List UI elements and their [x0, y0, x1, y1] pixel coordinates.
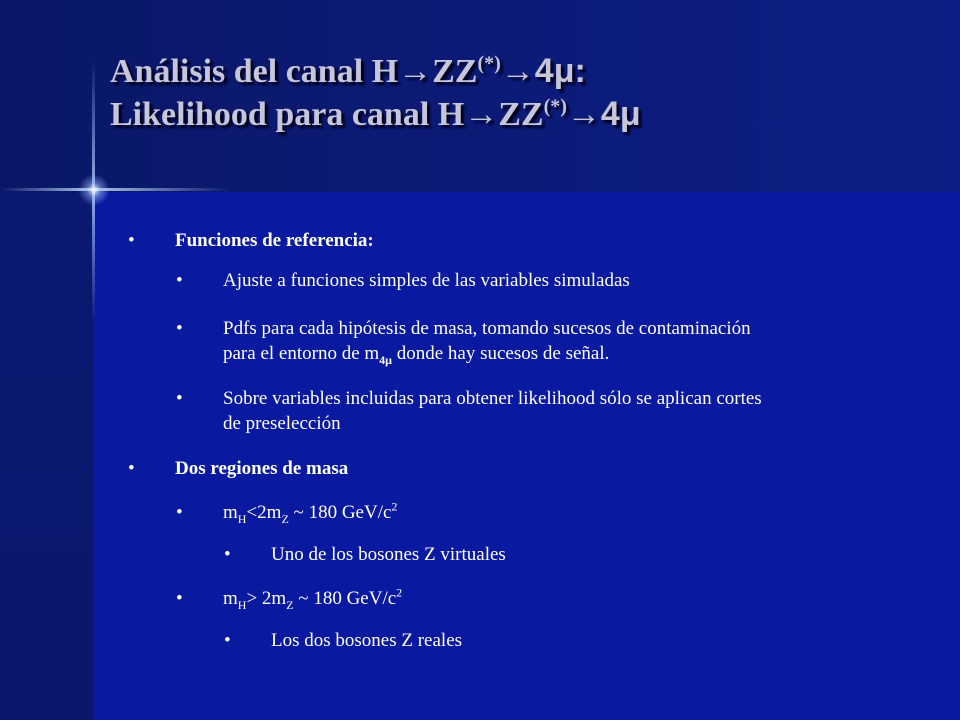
- bullet-marker: •: [128, 458, 135, 479]
- bullet-mh-menor: $m_H<2m_Z$ ~ 180 GeV/$c^2$: [223, 499, 398, 526]
- bullet-z-virtuales: Uno de los bosones Z virtuales: [271, 544, 506, 565]
- bullet-dos-regiones: Dos regiones de masa: [175, 458, 349, 479]
- bullet-marker: •: [224, 630, 231, 651]
- bullet-sobre-variables-line-1: Sobre variables incluidas para obtener likelihood sólo se aplican cortes: [223, 388, 762, 409]
- bullet-z-reales: Los dos bosones Z reales: [271, 630, 463, 651]
- bullet-ajuste-funciones: Ajuste a funciones simples de las variables simuladas: [223, 270, 630, 291]
- bullet-marker: •: [176, 318, 183, 339]
- bullet-mh-mayor: $m_H> 2m_Z$ ~ 180 GeV/$c^2$: [223, 585, 403, 612]
- bullet-sobre-variables-line-2: de preselección: [223, 413, 341, 434]
- bullet-marker: •: [176, 588, 183, 609]
- bullet-pdfs-line-2: para el entorno de $m_{4\mu}$ donde hay sucesos de señal.: [223, 343, 610, 367]
- bullet-marker: •: [176, 270, 183, 291]
- left-band: [0, 192, 93, 720]
- sparkle-icon: [78, 174, 110, 206]
- bullet-pdfs-line-1: Pdfs para cada hipótesis de masa, tomando sucesos de contaminación: [223, 318, 751, 339]
- bullet-marker: •: [176, 388, 183, 409]
- title-line-1: Análisis del canal H→ZZ(*)→4μ:: [110, 52, 586, 90]
- bullet-marker: •: [176, 502, 183, 523]
- bullet-funciones-referencia: Funciones de referencia:: [175, 230, 374, 251]
- title-line-2: Likelihood para canal H→ZZ(*)→4μ: [110, 95, 641, 133]
- bullet-marker: •: [224, 544, 231, 565]
- sparkle-horizontal: [0, 188, 230, 191]
- slide-title: [110, 50, 930, 136]
- bullet-marker: •: [128, 230, 135, 251]
